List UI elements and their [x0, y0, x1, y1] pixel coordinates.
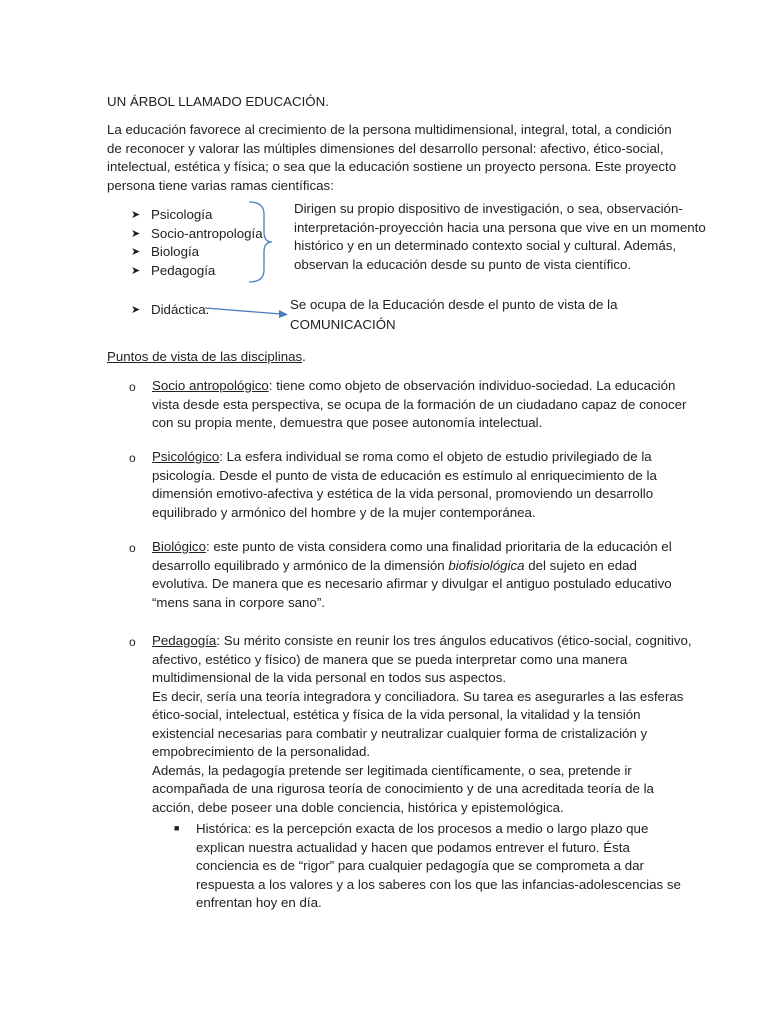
view-italic: biofisiológica [448, 557, 525, 573]
view-line: dimensión emotivo-afectiva y estética de la vida personal, promoviendo un desarrollo [152, 486, 654, 501]
view-line: afectivo, estético y físico) de manera que se pueda interpretar como una manera [152, 651, 628, 667]
view-line [152, 448, 657, 467]
arrowhead-bullet-icon: ➤ [131, 264, 141, 277]
note-line: histórico y en un determinado contexto social y cultural. Además, [294, 238, 677, 253]
view-biologico [152, 538, 672, 612]
list-item [131, 206, 263, 225]
intro-line: intelectual, estética y física; o sea que la educación sostiene un proyecto persona. Este proyecto [107, 159, 677, 174]
intro-line: persona tiene varias ramas científicas: [107, 177, 334, 193]
view-colon: : [268, 378, 273, 393]
note-line: observan la educación desde su punto de vista científico. [294, 256, 632, 272]
didactica-note [290, 295, 618, 335]
view-pedagogia [152, 632, 692, 817]
view-line: Es decir, sería una teoría integradora y conciliadora. Su tarea es asegurarles a las esferas [152, 688, 684, 704]
sub-line: enfrentan hoy en día. [196, 895, 322, 910]
view-text: La esfera individual se roma como el objeto de estudio privilegiado de la [222, 449, 652, 464]
view-term: Psicológico [152, 449, 220, 464]
sub-line: respuesta a los valores y a los saberes con los que las infancias-adolescencias se [196, 876, 681, 892]
branches-note [294, 200, 706, 274]
view-line: multidimensional de la vida personal en todos sus aspectos. [152, 670, 507, 685]
arrowhead-bullet-icon: ➤ [131, 209, 141, 221]
view-text: desarrollo equilibrado y armónico de la dimensión [152, 557, 449, 573]
view-line: acompañada de una rigurosa teoría de conocimiento y de una acreditada teoría de la [152, 781, 654, 796]
view-text: tiene como objeto de observación individuo-sociedad. La educación [272, 378, 676, 393]
intro-line: de reconocer y valorar las múltiples dimensiones del desarrollo personal: afectivo, ético-social, [107, 140, 664, 156]
view-line [152, 632, 692, 651]
document-title: UN ÁRBOL LLAMADO EDUCACIÓN. [107, 94, 329, 109]
view-term: Biológico [152, 539, 206, 554]
view-text: del sujeto en edad [524, 557, 637, 573]
list-item [131, 225, 263, 244]
view-line: empobrecimiento de la personalidad. [152, 744, 371, 759]
view-line: ético-social, intelectual, estética y física de la vida personal, la vitalidad y la tensión [152, 707, 641, 722]
right-brace-icon [247, 200, 275, 284]
sub-line: conciencia es de “rigor” para cualquier pedagogía que se comprometa a dar [196, 858, 644, 873]
circle-bullet-icon: o [129, 541, 136, 555]
circle-bullet-icon: o [129, 635, 136, 649]
view-colon: : [219, 449, 223, 464]
note-line: Se ocupa de la Educación desde el punto de vista de la [290, 297, 618, 312]
branch-label: Biología [151, 244, 200, 259]
note-line: COMUNICACIÓN [290, 317, 396, 332]
view-line: existencial necesarias para combatir y neutralizar cualquier forma de cristalización y [152, 725, 648, 741]
view-term: Pedagogía [152, 633, 217, 648]
view-text: Su mérito consiste en reunir los tres ángulos educativos (ético-social, cognitivo, [220, 633, 692, 648]
view-term: Socio antropológico [152, 378, 269, 393]
view-line: vista desde esta perspectiva, se ocupa de la formación de un ciudadano capaz de conocer [152, 396, 687, 412]
view-line: “mens sana in corpore sano”. [152, 594, 325, 610]
sub-line: explican nuestra actualidad y hacen que podamos entrever el futuro. Ésta [196, 839, 630, 855]
note-line: Dirigen su propio dispositivo de investigación, o sea, observación- [294, 201, 683, 216]
circle-bullet-icon: o [129, 451, 136, 465]
list-item [131, 243, 263, 262]
intro-line: La educación favorece al crecimiento de la persona multidimensional, integral, total, a condición [107, 122, 672, 137]
view-line: Además, la pedagogía pretende ser legitimada científicamente, o sea, pretende ir [152, 762, 632, 778]
note-line: interpretación-proyección hacia una persona que vive en un momento [294, 219, 706, 235]
sub-bullet-historica [196, 820, 681, 913]
section-title [107, 348, 306, 367]
right-arrow-icon [205, 305, 289, 319]
circle-bullet-icon: o [129, 380, 136, 394]
sub-line: Histórica: es la percepción exacta de los procesos a medio o largo plazo que [196, 821, 649, 836]
branch-label: Psicología [151, 207, 213, 222]
view-line: acción, debe poseer una doble conciencia, histórica y epistemológica. [152, 799, 564, 815]
view-line: evolutiva. De manera que es necesario afirmar y divulgar el antiguo postulado educativo [152, 576, 672, 591]
view-line [152, 377, 686, 396]
arrowhead-bullet-icon: ➤ [131, 304, 141, 316]
view-line [152, 538, 672, 557]
branch-label: Socio-antropología [151, 225, 263, 241]
didactica-item [131, 301, 209, 320]
view-colon: : [205, 539, 210, 554]
view-psicologico [152, 448, 657, 522]
view-line: equilibrado y armónico del hombre y de la mujer contemporánea. [152, 504, 536, 520]
view-socio [152, 377, 686, 433]
branch-label: Pedagogía [151, 262, 216, 278]
intro-paragraph [107, 121, 676, 195]
view-line: con su propia mente, demuestra que posee autonomía intelectual. [152, 415, 543, 430]
view-colon: : [216, 633, 221, 648]
section-title-period: . [302, 349, 306, 364]
list-item [131, 262, 263, 281]
view-text: este punto de vista considera como una finalidad prioritaria de la educación el [209, 539, 672, 554]
didactica-label: Didáctica. [151, 302, 210, 317]
view-line [152, 557, 672, 576]
section-title-text: Puntos de vista de las disciplinas [107, 349, 303, 364]
arrowhead-bullet-icon: ➤ [131, 246, 141, 258]
view-line: psicología. Desde el punto de vista de educación es estímulo al enriquecimiento de la [152, 467, 657, 483]
branches-list [131, 206, 263, 280]
arrowhead-bullet-icon: ➤ [131, 227, 141, 240]
square-bullet-icon: ■ [174, 823, 180, 833]
